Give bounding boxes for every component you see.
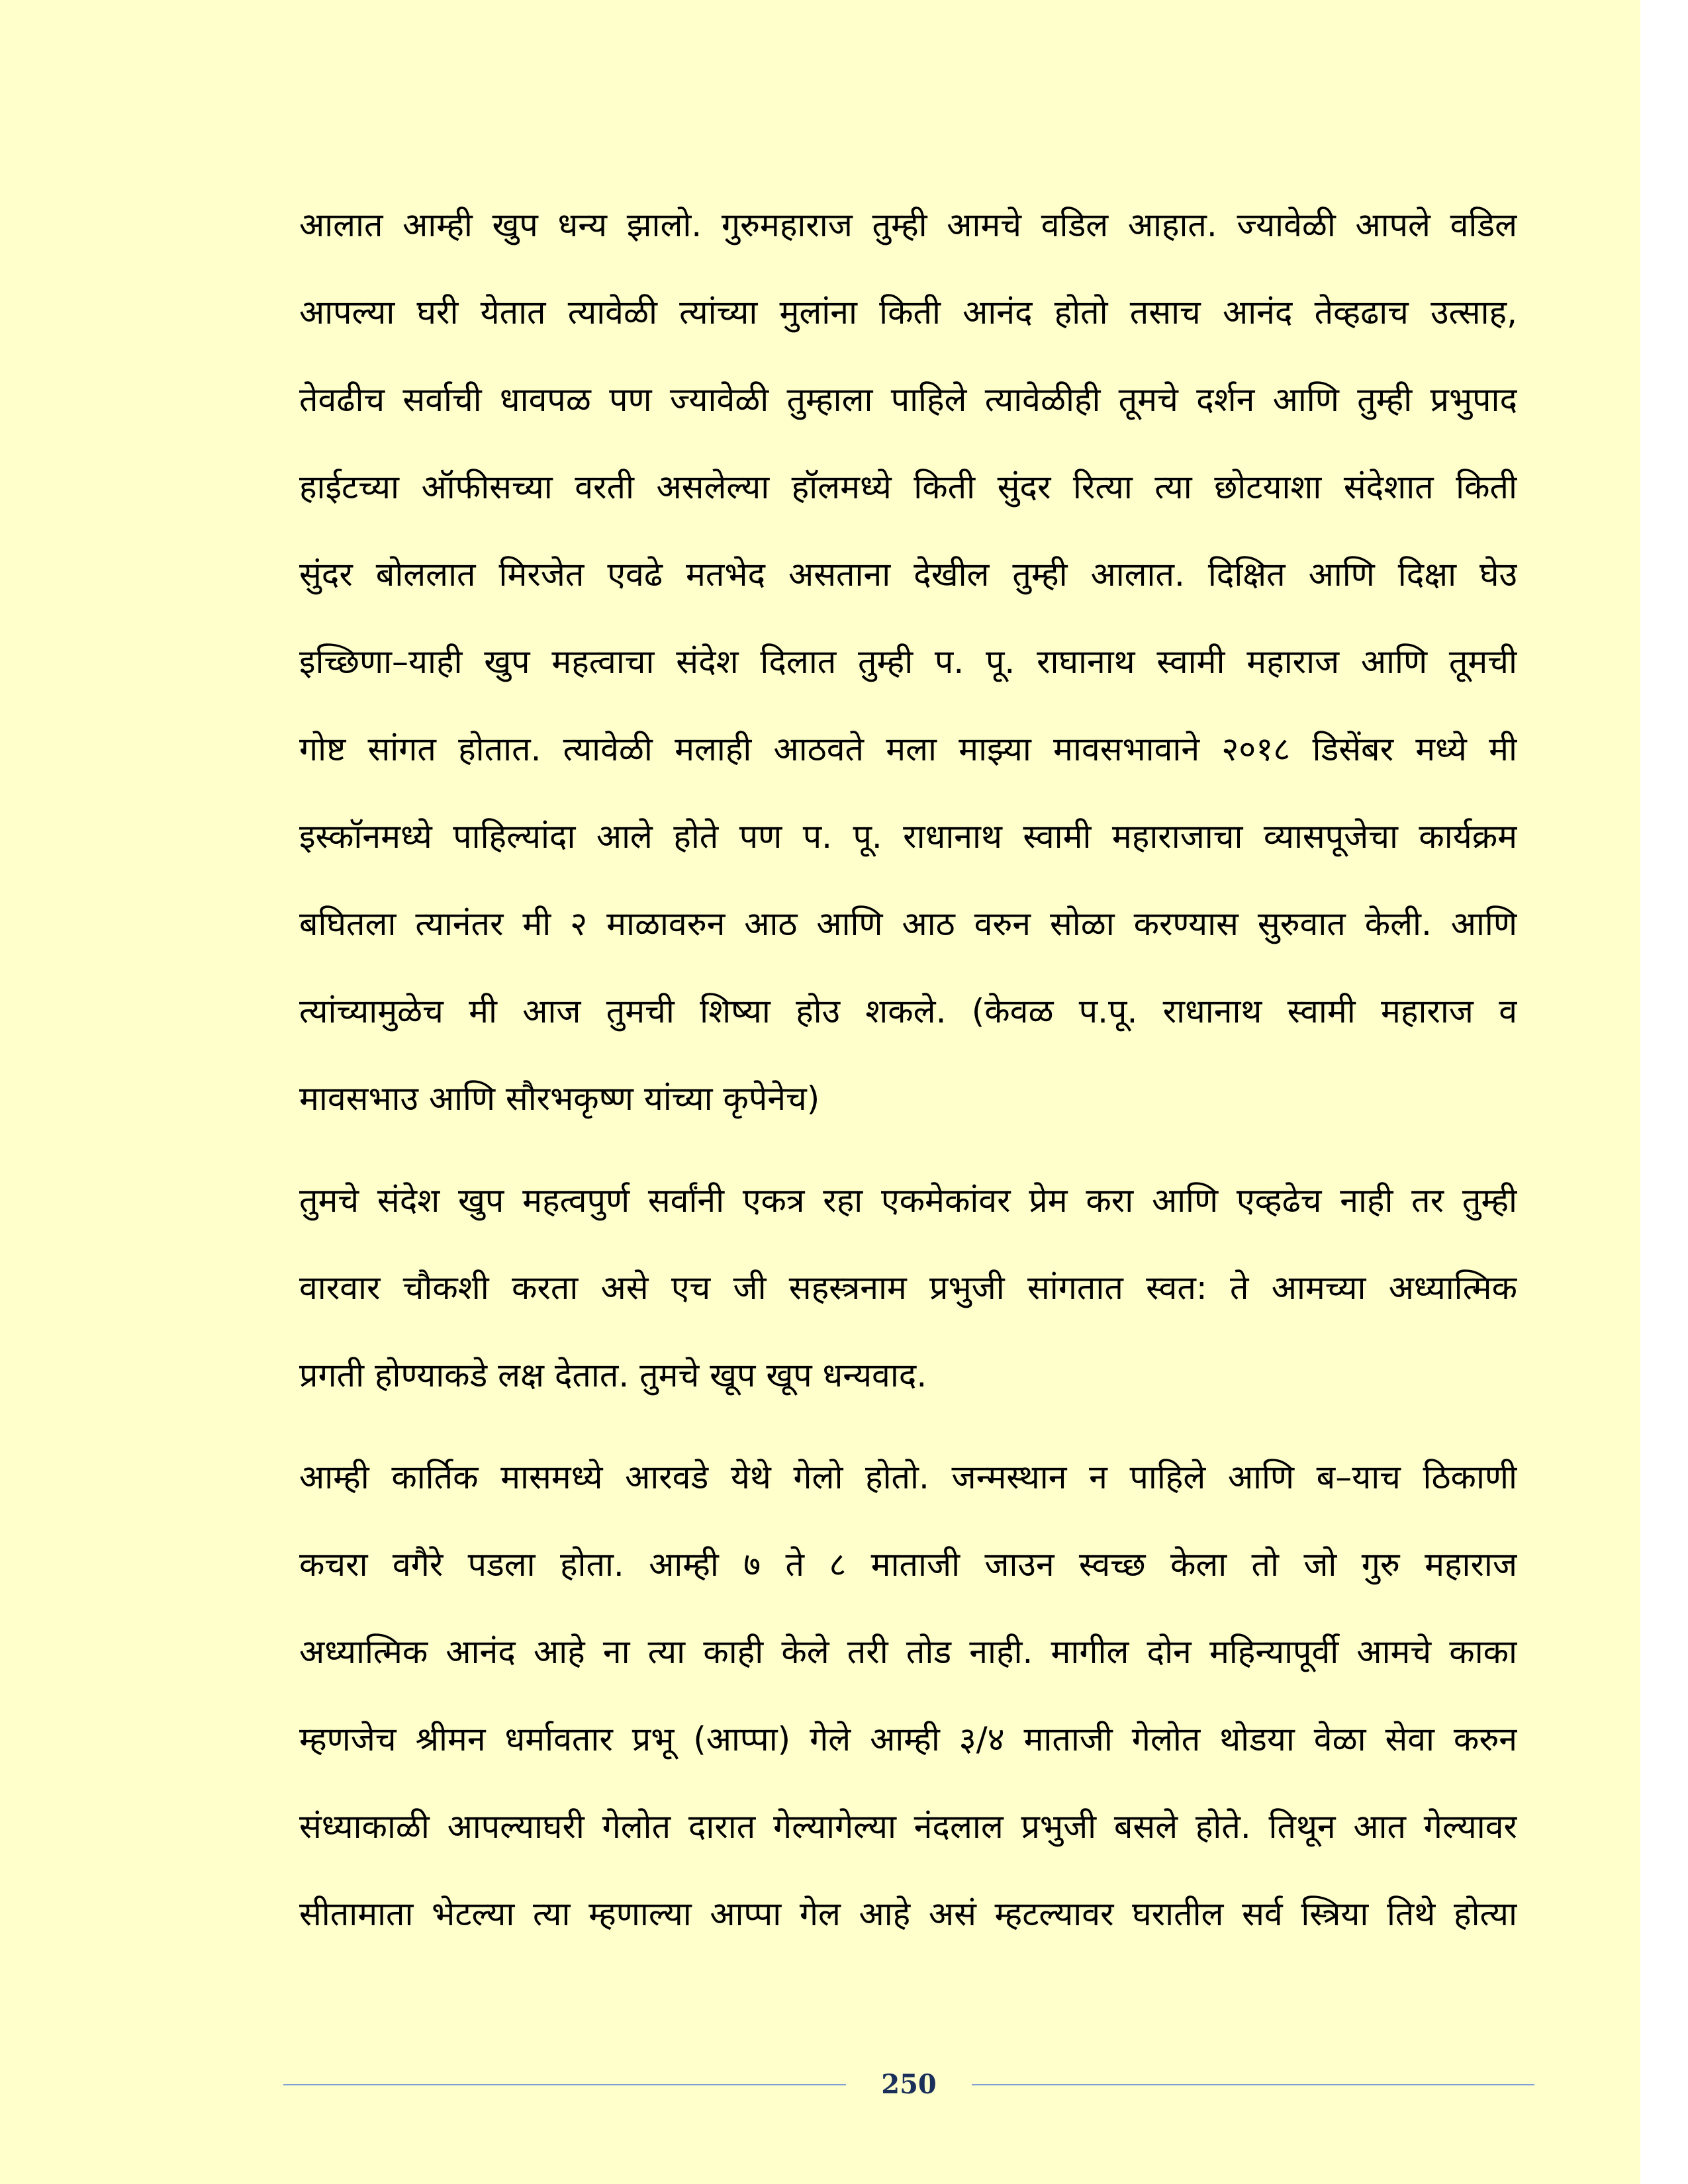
text-line: अध्यात्मिक आनंद आहे ना त्या काही केले तरी तोड नाही. मागील दोन महिन्यापूर्वी आमचे काका [299,1633,1517,1671]
text-line: प्रगती होण्याकडे लक्ष देतात. तुमचे खूप खूप धन्यवाद. [299,1356,927,1394]
text-line: हाईटच्या ऑफीसच्या वरती असलेल्या हॉलमध्ये किती सुंदर रित्या त्या छोटयाशा संदेशात किती [299,468,1517,506]
text-line: आम्ही कार्तिक मासमध्ये आरवडे येथे गेलो होतो. जन्मस्थान न पाहिले आणि ब–याच ठिकाणी [299,1458,1517,1496]
text-line: इच्छिणा–याही खुप महत्वाचा संदेश दिलात तुम्ही प. पू. राघानाथ स्वामी महाराज आणि तूमची [299,643,1517,681]
text-line: गोष्ट सांगत होतात. त्यावेळी मलाही आठवते मला माझ्या मावसभावाने २०१८ डिसेंबर मध्ये मी [299,730,1517,768]
text-line: कचरा वगैरे पडला होता. आम्ही ७ ते ८ माताजी जाउन स्वच्छ केला तो जो गुरु महाराज [299,1545,1517,1584]
text-line: तुमचे संदेश खुप महत्वपुर्ण सर्वांनी एकत्र रहा एकमेकांवर प्रेम करा आणि एव्हढेच नाही तर तुम्ही [299,1181,1517,1220]
text-line: म्हणजेच श्रीमन धर्मावतार प्रभू (आप्पा) गेले आम्ही ३/४ माताजी गेलोत थोडया वेळा सेवा करुन [299,1720,1517,1758]
footer-rule-left [283,2084,846,2085]
text-line: आपल्या घरी येतात त्यावेळी त्यांच्या मुलांना किती आनंद होतो तसाच आनंद तेव्हढाच उत्साह, [299,293,1517,332]
paragraph-gap [299,1436,1517,1451]
paragraph-1 [299,199,1517,1160]
text-line: सुंदर बोललात मिरजेत एवढे मतभेद असताना देखील तुम्ही आलात. दिक्षित आणि दिक्षा घेउ [299,555,1517,594]
text-line: बघितला त्यानंतर मी २ माळावरुन आठ आणि आठ वरुन सोळा करण्यास सुरुवात केली. आणि [299,905,1517,943]
page-footer [283,2068,1534,2101]
text-line: सीतामाता भेटल्या त्या म्हणाल्या आप्पा गेल आहे असं म्हटल्यावर घरातील सर्व स्त्रिया तिथे होत्या [299,1895,1517,1933]
text-line: तेवढीच सर्वाची धावपळ पण ज्यावेळी तुम्हाला पाहिले त्यावेळीही तूमचे दर्शन आणि तुम्ही प्रभुपाद [299,381,1517,419]
page-number: 250 [881,2069,937,2100]
paragraph-3 [299,1451,1517,1975]
footer-rule-right [972,2084,1534,2085]
paragraph-2 [299,1174,1517,1436]
text-line: त्यांच्यामुळेच मी आज तुमची शिष्या होउ शकले. (केवळ प.पू. राधानाथ स्वामी महाराज व [299,992,1517,1030]
text-line: आलात आम्ही खुप धन्य झालो. गुरुमहाराज तुम्ही आमचे वडिल आहात. ज्यावेळी आपले वडिल [299,206,1517,244]
text-line: मावसभाउ आणि सौरभकृष्ण यांच्या कृपेनेच) [299,1079,820,1118]
text-line: संध्याकाळी आपल्याघरी गेलोत दारात गेल्यागेल्या नंदलाल प्रभुजी बसले होते. तिथून आत गेल्यावर [299,1807,1517,1846]
text-line: वारवार चौकशी करता असे एच जी सहस्त्रनाम प्रभुजी सांगतात स्वत: ते आमच्या अध्यात्मिक [299,1269,1517,1307]
paragraph-gap [299,1160,1517,1174]
document-body [299,199,1517,1975]
text-line: इस्कॉनमध्ये पाहिल्यांदा आले होते पण प. पू. राधानाथ स्वामी महाराजाचा व्यासपूजेचा कार्यक्रम [299,817,1517,856]
